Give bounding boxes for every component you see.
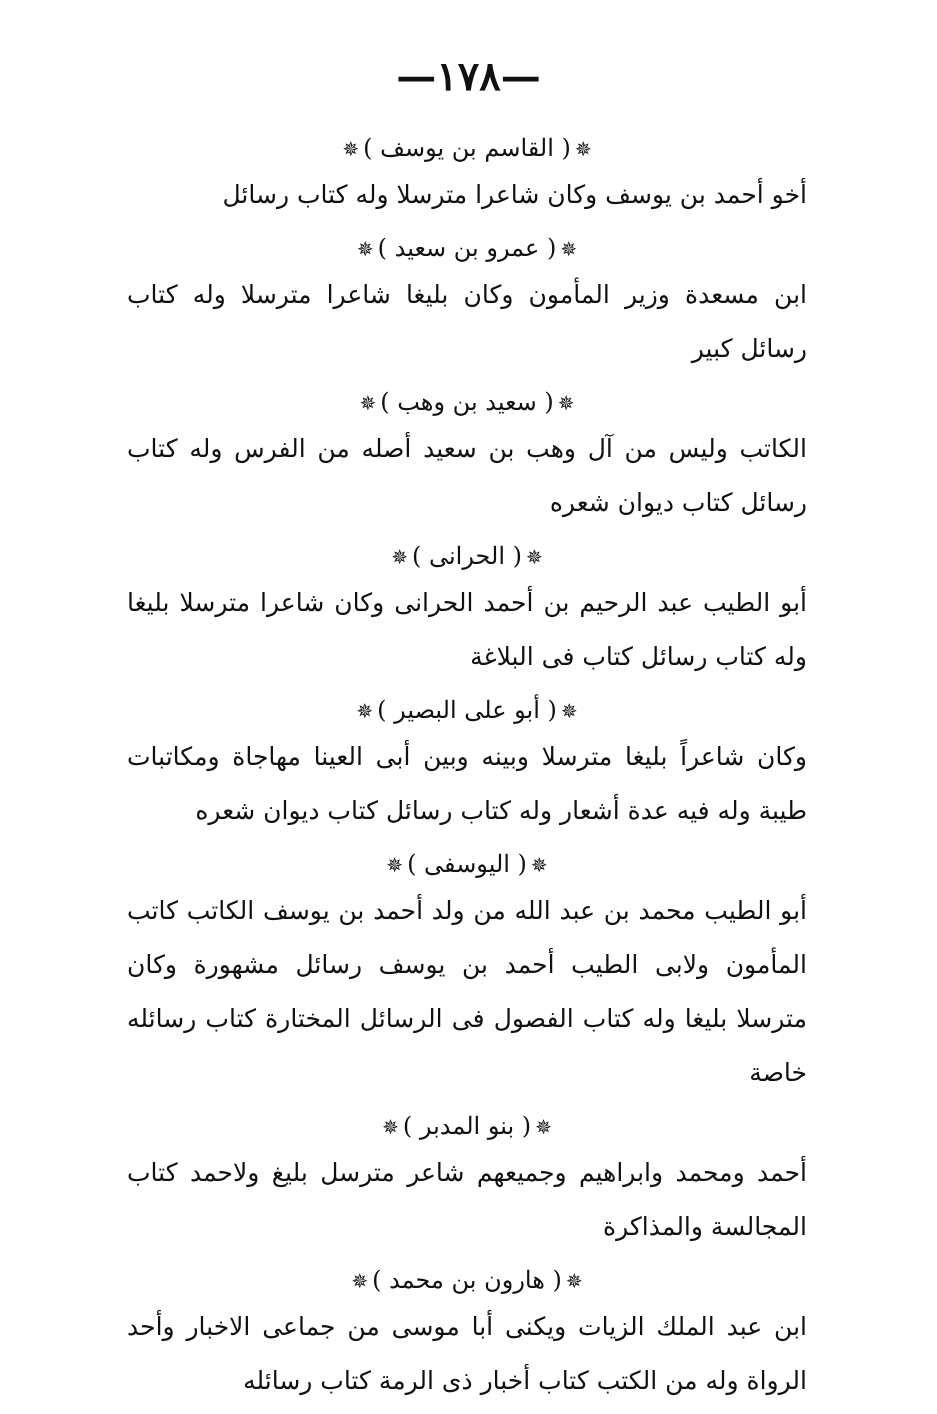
entry-heading <box>127 844 807 884</box>
star-ornament-icon: ✵ <box>557 391 575 415</box>
star-ornament-icon: ✵ <box>356 699 374 723</box>
heading-text: ( هارون بن محمد ) <box>372 1266 562 1294</box>
heading-text: ( اليوسفى ) <box>407 850 527 878</box>
page-number: —١٧٨— <box>396 53 541 100</box>
entry <box>127 844 807 1100</box>
star-ornament-icon: ✵ <box>530 853 548 877</box>
star-ornament-icon: ✵ <box>391 545 408 569</box>
entry-body: أخو أحمد بن يوسف وكان شاعرا مترسلا وله كتاب رسائل <box>222 180 807 209</box>
heading-text: ( القاسم بن يوسف ) <box>363 134 571 162</box>
star-ornament-icon: ✵ <box>560 699 578 723</box>
star-ornament-icon: ✵ <box>359 391 377 415</box>
entry-body: الكاتب وليس من آل وهب بن سعيد أصله من الفرس وله كتاب رسائل كتاب ديوان شعره <box>127 434 807 517</box>
entry-heading <box>127 128 807 168</box>
heading-text: ( سعيد بن وهب ) <box>380 388 554 416</box>
entry <box>127 382 807 530</box>
entry <box>127 690 807 838</box>
entry-body: أبو الطيب عبد الرحيم بن أحمد الحرانى وكان شاعرا مترسلا بليغا وله كتاب رسائل كتاب فى البلاغة <box>127 588 807 671</box>
entry <box>127 128 807 222</box>
entry-body: ابن مسعدة وزير المأمون وكان بليغا شاعرا مترسلا وله كتاب رسائل كبير <box>127 280 807 363</box>
entry-heading <box>127 1260 807 1300</box>
entry-heading <box>127 1106 807 1146</box>
entry <box>127 536 807 684</box>
star-ornament-icon: ✵ <box>382 1115 399 1139</box>
heading-text: ( الحرانى ) <box>411 542 523 570</box>
entry-body: ابن عبد الملك الزيات ويكنى أبا موسى من جماعى الاخبار وأحد الرواة وله من الكتب كتاب أخبار ذى الرمة كتاب رسائله <box>127 1312 807 1395</box>
star-ornament-icon: ✵ <box>535 1115 552 1139</box>
entry-body: أبو الطيب محمد بن عبد الله من ولد أحمد بن يوسف الكاتب كاتب المأمون ولابى الطيب أحمد بن يوسف رسائل مشهورة وكان مترسلا بليغا وله كتاب الفصول فى الرسائل المختارة كتاب رسائله خاصة <box>127 896 807 1087</box>
star-ornament-icon: ✵ <box>342 137 360 161</box>
star-ornament-icon: ✵ <box>356 237 374 261</box>
star-ornament-icon: ✵ <box>386 853 404 877</box>
star-ornament-icon: ✵ <box>560 237 578 261</box>
star-ornament-icon: ✵ <box>351 1269 369 1293</box>
entry-heading <box>127 228 807 268</box>
entry-heading <box>127 382 807 422</box>
entry-heading <box>127 690 807 730</box>
entry-body: أحمد ومحمد وابراهيم وجميعهم شاعر مترسل بليغ ولاحمد كتاب المجالسة والمذاكرة <box>127 1158 807 1241</box>
star-ornament-icon: ✵ <box>565 1269 583 1293</box>
entry-heading <box>127 536 807 576</box>
entry-body: وكان شاعراً بليغا مترسلا وبينه وبين أبى العينا مهاجاة ومكاتبات طيبة وله فيه عدة أشعار وله كتاب رسائل كتاب ديوان شعره <box>127 742 807 825</box>
star-ornament-icon: ✵ <box>526 545 543 569</box>
heading-text: ( بنو المدبر ) <box>402 1112 532 1140</box>
star-ornament-icon: ✵ <box>574 137 592 161</box>
entry <box>127 1260 807 1408</box>
entries-list <box>127 128 807 1414</box>
entry <box>127 228 807 376</box>
heading-text: ( أبو على البصير ) <box>377 696 557 724</box>
heading-text: ( عمرو بن سعيد ) <box>377 234 557 262</box>
entry <box>127 1106 807 1254</box>
